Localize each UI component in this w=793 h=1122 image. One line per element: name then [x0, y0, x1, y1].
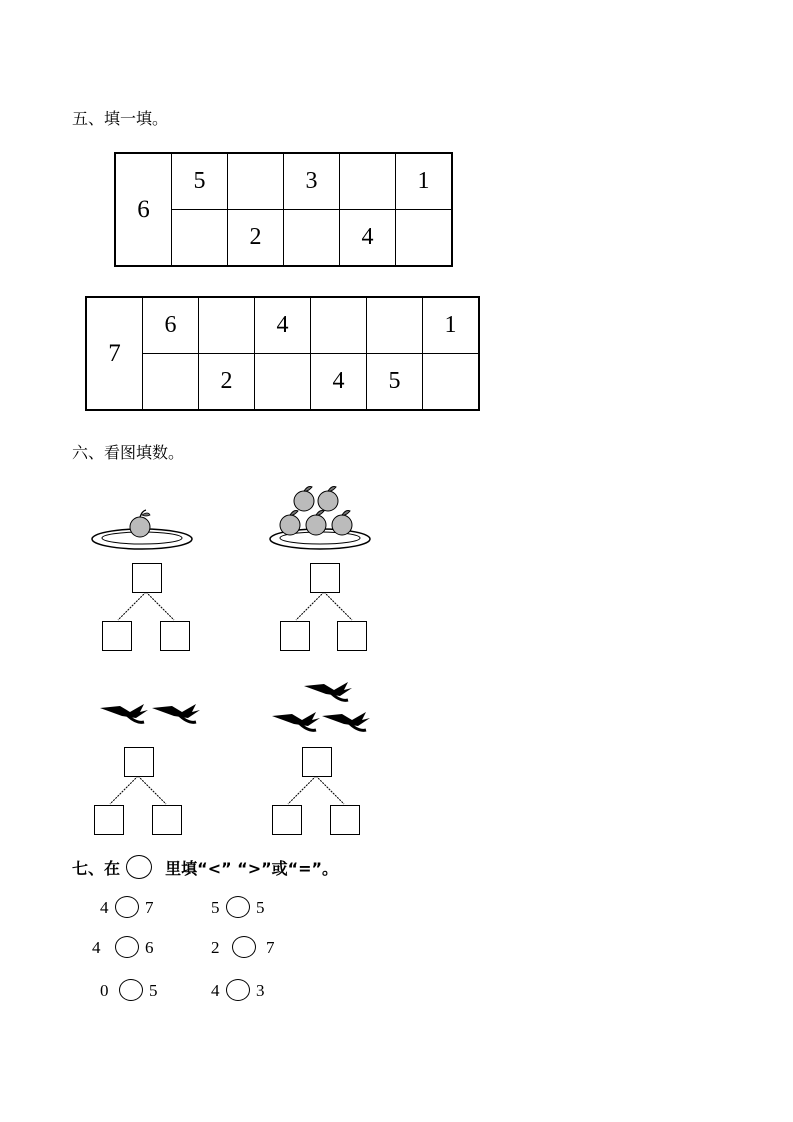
table-cell[interactable]: [143, 354, 199, 411]
answer-box[interactable]: [302, 747, 332, 777]
table-cell[interactable]: 5: [172, 153, 228, 210]
plate-with-apples-image: [268, 483, 378, 555]
swallows-image: [268, 672, 378, 738]
answer-box[interactable]: [280, 621, 310, 651]
comparison-item: [92, 938, 154, 958]
answer-circle[interactable]: [232, 936, 256, 958]
left-number: 5: [211, 898, 220, 917]
table-cell[interactable]: [423, 354, 480, 411]
comparison-item: [100, 898, 154, 918]
right-number: 7: [266, 938, 275, 957]
answer-box[interactable]: [337, 621, 367, 651]
right-number: 7: [145, 898, 154, 917]
circle-icon: [126, 855, 152, 879]
left-number: 4: [211, 981, 220, 1000]
right-number: 5: [256, 898, 265, 917]
answer-box[interactable]: [152, 805, 182, 835]
table-cell[interactable]: 4: [311, 354, 367, 411]
right-number: 6: [145, 938, 154, 957]
comparison-item: [211, 981, 265, 1001]
table-cell[interactable]: [255, 354, 311, 411]
answer-box[interactable]: [160, 621, 190, 651]
swallow-icon: [304, 682, 352, 700]
table-cell[interactable]: 5: [367, 354, 423, 411]
table-cell[interactable]: [199, 297, 255, 354]
table-cell[interactable]: 2: [199, 354, 255, 411]
answer-box[interactable]: [330, 805, 360, 835]
table-total-cell: 6: [115, 153, 172, 266]
table-cell[interactable]: 4: [340, 210, 396, 267]
table-cell[interactable]: [284, 210, 340, 267]
answer-circle[interactable]: [115, 936, 139, 958]
left-number: 4: [92, 938, 101, 957]
swallow-icon: [152, 704, 200, 722]
table-cell[interactable]: 6: [143, 297, 199, 354]
left-number: 0: [100, 981, 109, 1000]
plate-with-apple-image: [90, 505, 200, 555]
left-number: 2: [211, 938, 220, 957]
swallow-icon: [322, 712, 370, 730]
section-7-title-prefix: 七、在: [72, 859, 121, 878]
comparison-item: [100, 981, 158, 1001]
section-7-title: [72, 856, 338, 879]
answer-box[interactable]: [132, 563, 162, 593]
table-cell[interactable]: 4: [255, 297, 311, 354]
decomposition-table-6: [114, 152, 453, 267]
table-cell[interactable]: [228, 153, 284, 210]
apple-icon: [130, 510, 150, 537]
answer-box[interactable]: [124, 747, 154, 777]
table-cell[interactable]: 1: [396, 153, 453, 210]
section-6-title: 六、看图填数。: [72, 443, 185, 462]
section-5-title: 五、填一填。: [72, 109, 169, 128]
table-cell[interactable]: [311, 297, 367, 354]
table-cell[interactable]: [172, 210, 228, 267]
swallow-icon: [100, 704, 148, 722]
table-cell[interactable]: 1: [423, 297, 480, 354]
comparison-item: [211, 938, 275, 958]
answer-circle[interactable]: [226, 896, 250, 918]
table-cell[interactable]: 3: [284, 153, 340, 210]
section-7-title-suffix: 里填“<” “>”或“=”。: [165, 859, 339, 878]
answer-box[interactable]: [94, 805, 124, 835]
table-cell[interactable]: [367, 297, 423, 354]
right-number: 5: [149, 981, 158, 1000]
decomposition-table-7: [85, 296, 480, 411]
table-cell[interactable]: [340, 153, 396, 210]
apple-icon: [280, 487, 352, 536]
answer-box[interactable]: [310, 563, 340, 593]
answer-box[interactable]: [102, 621, 132, 651]
table-cell[interactable]: [396, 210, 453, 267]
answer-circle[interactable]: [115, 896, 139, 918]
left-number: 4: [100, 898, 109, 917]
swallow-icon: [272, 712, 320, 730]
answer-box[interactable]: [272, 805, 302, 835]
comparison-item: [211, 898, 265, 918]
table-total-cell: 7: [86, 297, 143, 410]
swallows-image: [96, 694, 206, 734]
right-number: 3: [256, 981, 265, 1000]
answer-circle[interactable]: [226, 979, 250, 1001]
answer-circle[interactable]: [119, 979, 143, 1001]
table-cell[interactable]: 2: [228, 210, 284, 267]
